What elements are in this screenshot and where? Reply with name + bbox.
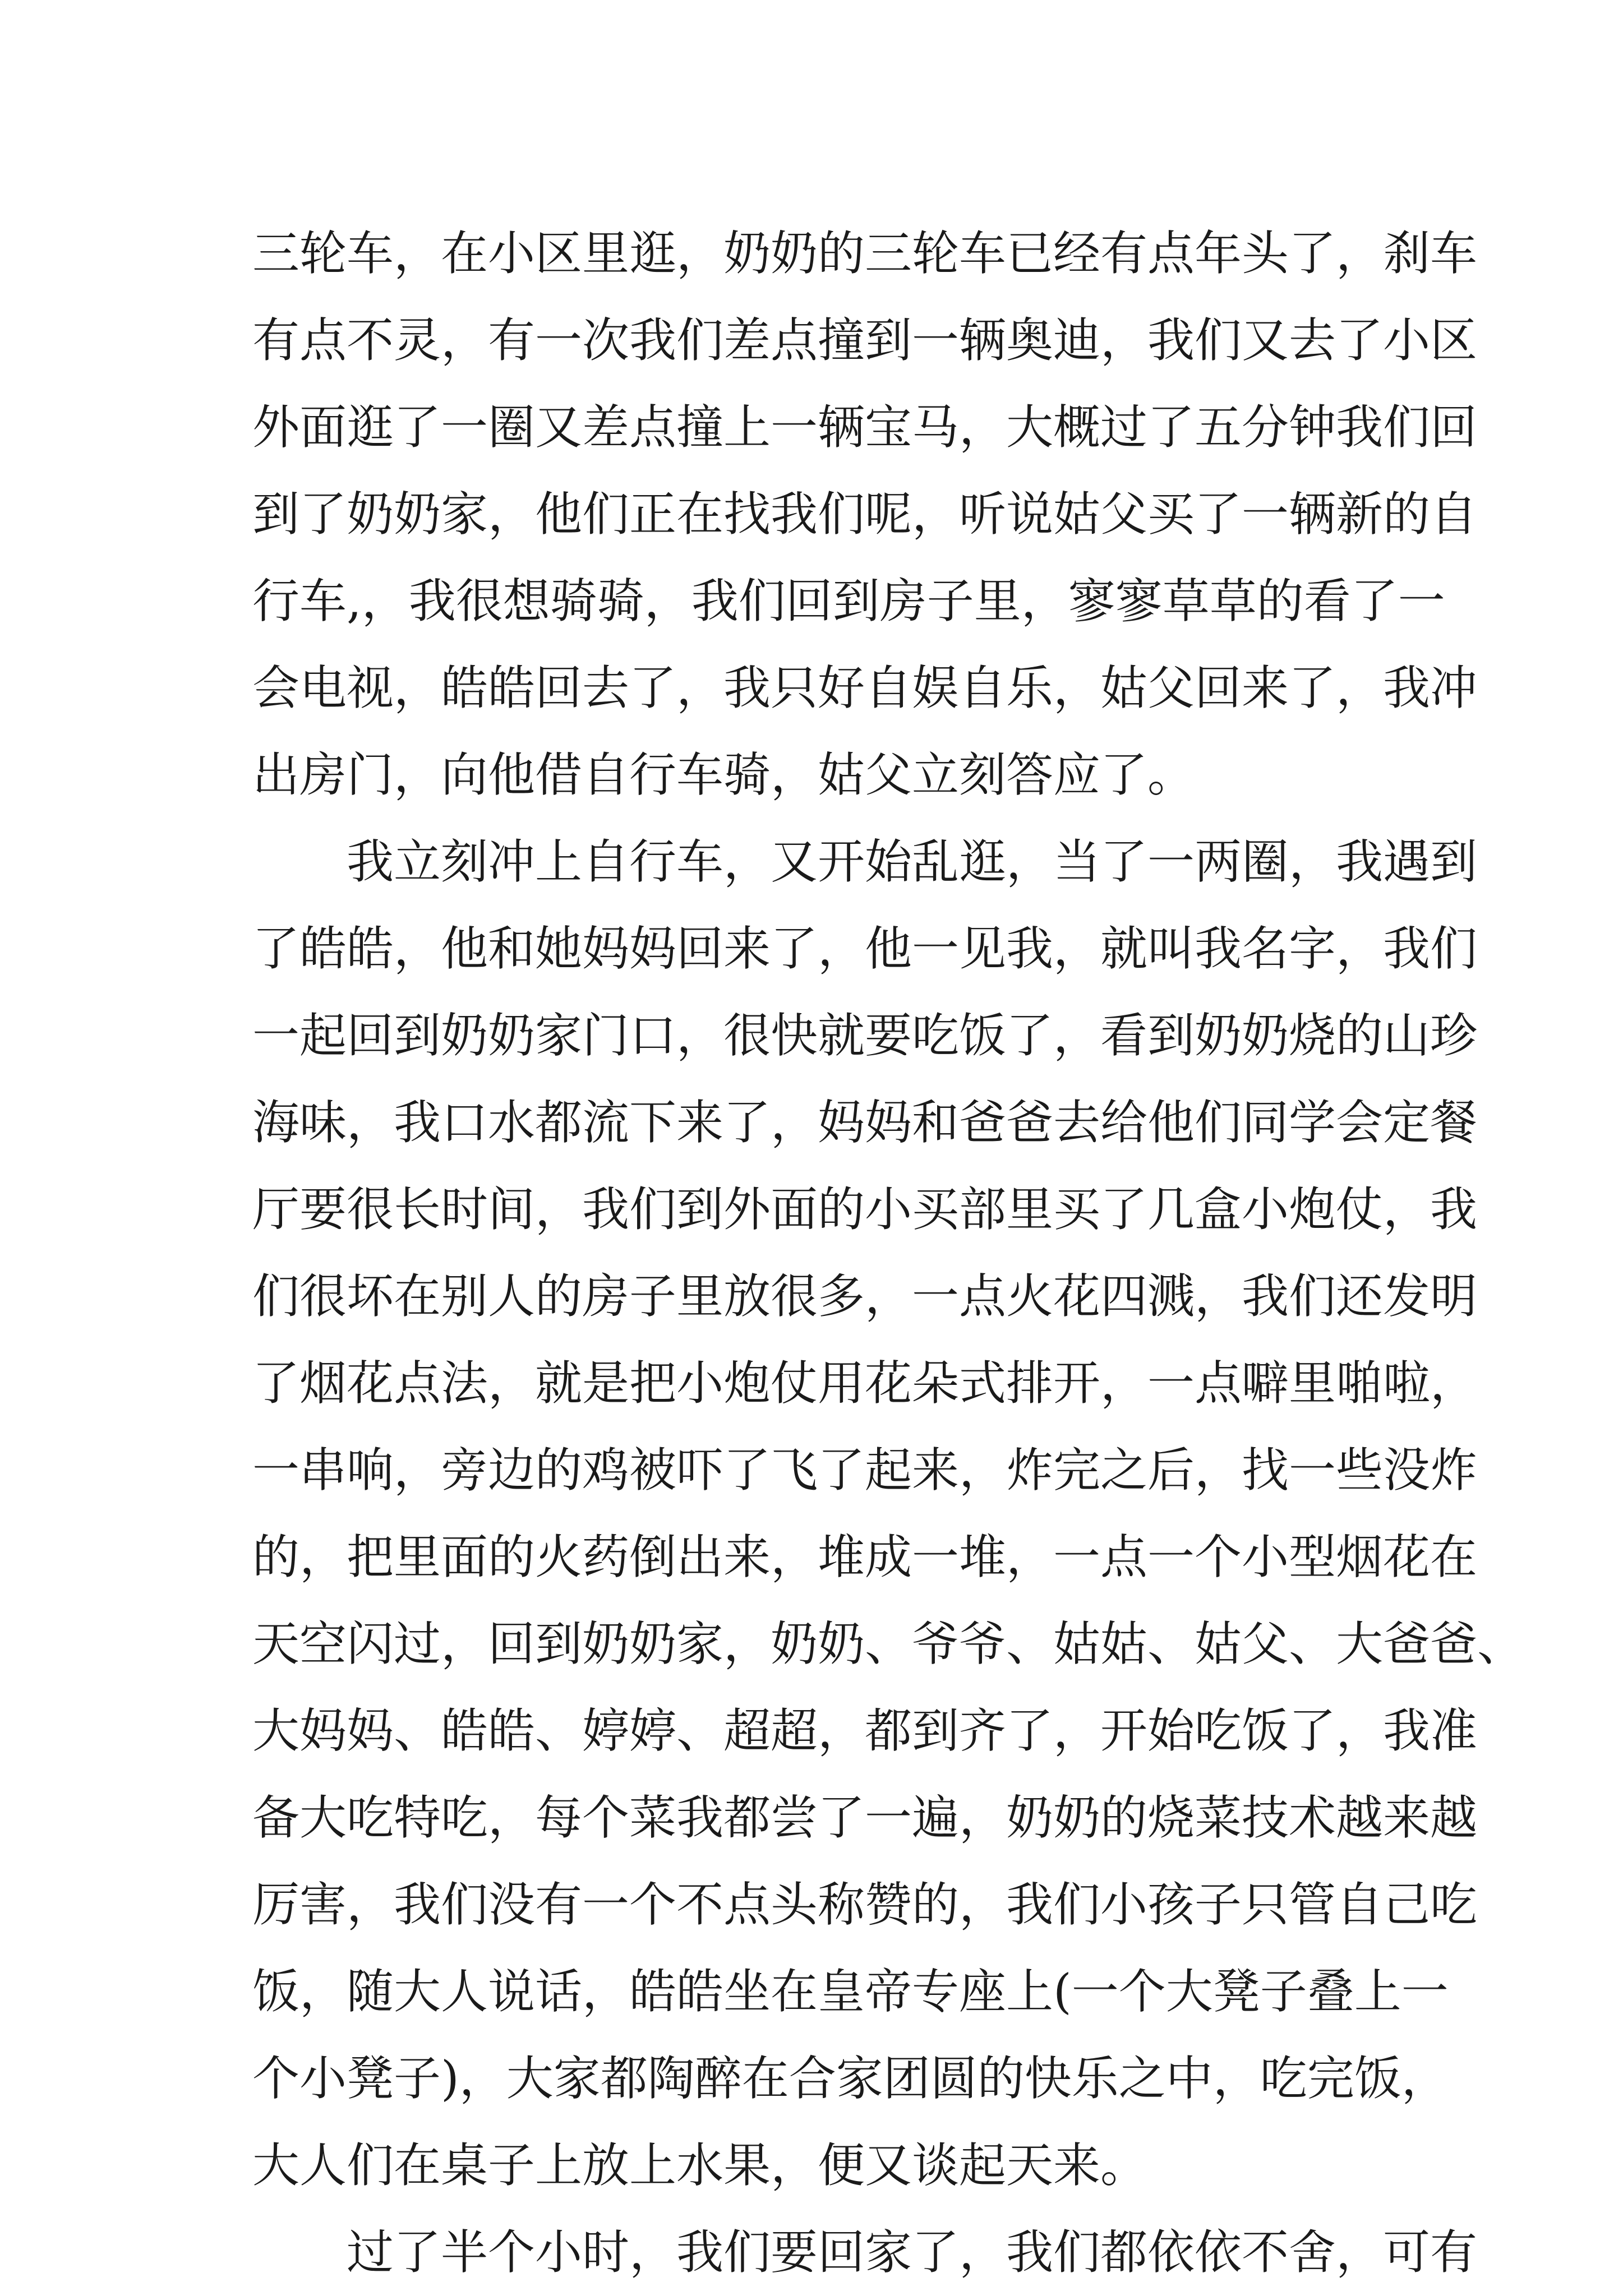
text-line: 三轮车，在小区里逛，奶奶的三轮车已经有点年头了，刹车 <box>252 226 1478 281</box>
text-line: 厅要很长时间，我们到外面的小买部里买了几盒小炮仗，我 <box>252 1182 1478 1237</box>
text-line: 大人们在桌子上放上水果，便又谈起天来。 <box>252 2138 1148 2193</box>
text-line: 饭，随大人说话，皓皓坐在皇帝专座上(一个大凳子叠上一 <box>252 1964 1449 2019</box>
text-line: 们很坏在别人的房子里放很多，一点火花四溅，我们还发明 <box>252 1269 1478 1324</box>
text-line: 到了奶奶家，他们正在找我们呢，听说姑父买了一辆新的自 <box>252 487 1478 542</box>
text-line: 我立刻冲上自行车，又开始乱逛，当了一两圈，我遇到 <box>252 834 1478 889</box>
text-line: 个小凳子)，大家都陶醉在合家团圆的快乐之中，吃完饭， <box>252 2051 1449 2106</box>
text-line: 了皓皓，他和她妈妈回来了，他一见我，就叫我名字，我们 <box>252 921 1478 976</box>
text-line: 的，把里面的火药倒出来，堆成一堆，一点一个小型烟花在 <box>252 1530 1478 1584</box>
text-line: 外面逛了一圈又差点撞上一辆宝马，大概过了五分钟我们回 <box>252 400 1478 455</box>
text-line: 会电视，皓皓回去了，我只好自娱自乐，姑父回来了，我冲 <box>252 660 1478 715</box>
text-line: 过了半个小时，我们要回家了，我们都依依不舍，可有 <box>252 2225 1478 2280</box>
text-line: 有点不灵，有一次我们差点撞到一辆奥迪，我们又去了小区 <box>252 313 1478 368</box>
text-line: 一起回到奶奶家门口，很快就要吃饭了，看到奶奶烧的山珍 <box>252 1008 1478 1063</box>
text-line: 行车,，我很想骑骑，我们回到房子里，寥寥草草的看了一 <box>252 574 1445 629</box>
text-line: 大妈妈、皓皓、婷婷、超超，都到齐了，开始吃饭了，我准 <box>252 1703 1478 1758</box>
text-line: 厉害，我们没有一个不点头称赞的，我们小孩子只管自己吃 <box>252 1877 1478 1932</box>
text-line: 天空闪过，回到奶奶家，奶奶、爷爷、姑姑、姑父、大爸爸、 <box>252 1616 1525 1671</box>
text-line: 出房门，向他借自行车骑，姑父立刻答应了。 <box>252 747 1195 802</box>
text-line: 了烟花点法，就是把小炮仗用花朵式排开，一点噼里啪啦， <box>252 1356 1478 1411</box>
text-line: 一串响，旁边的鸡被吓了飞了起来，炸完之后，找一些没炸 <box>252 1443 1478 1498</box>
text-line: 备大吃特吃，每个菜我都尝了一遍，奶奶的烧菜技术越来越 <box>252 1790 1478 1845</box>
body-text <box>252 210 1525 2296</box>
text-line: 海味，我口水都流下来了，妈妈和爸爸去给他们同学会定餐 <box>252 1095 1478 1150</box>
